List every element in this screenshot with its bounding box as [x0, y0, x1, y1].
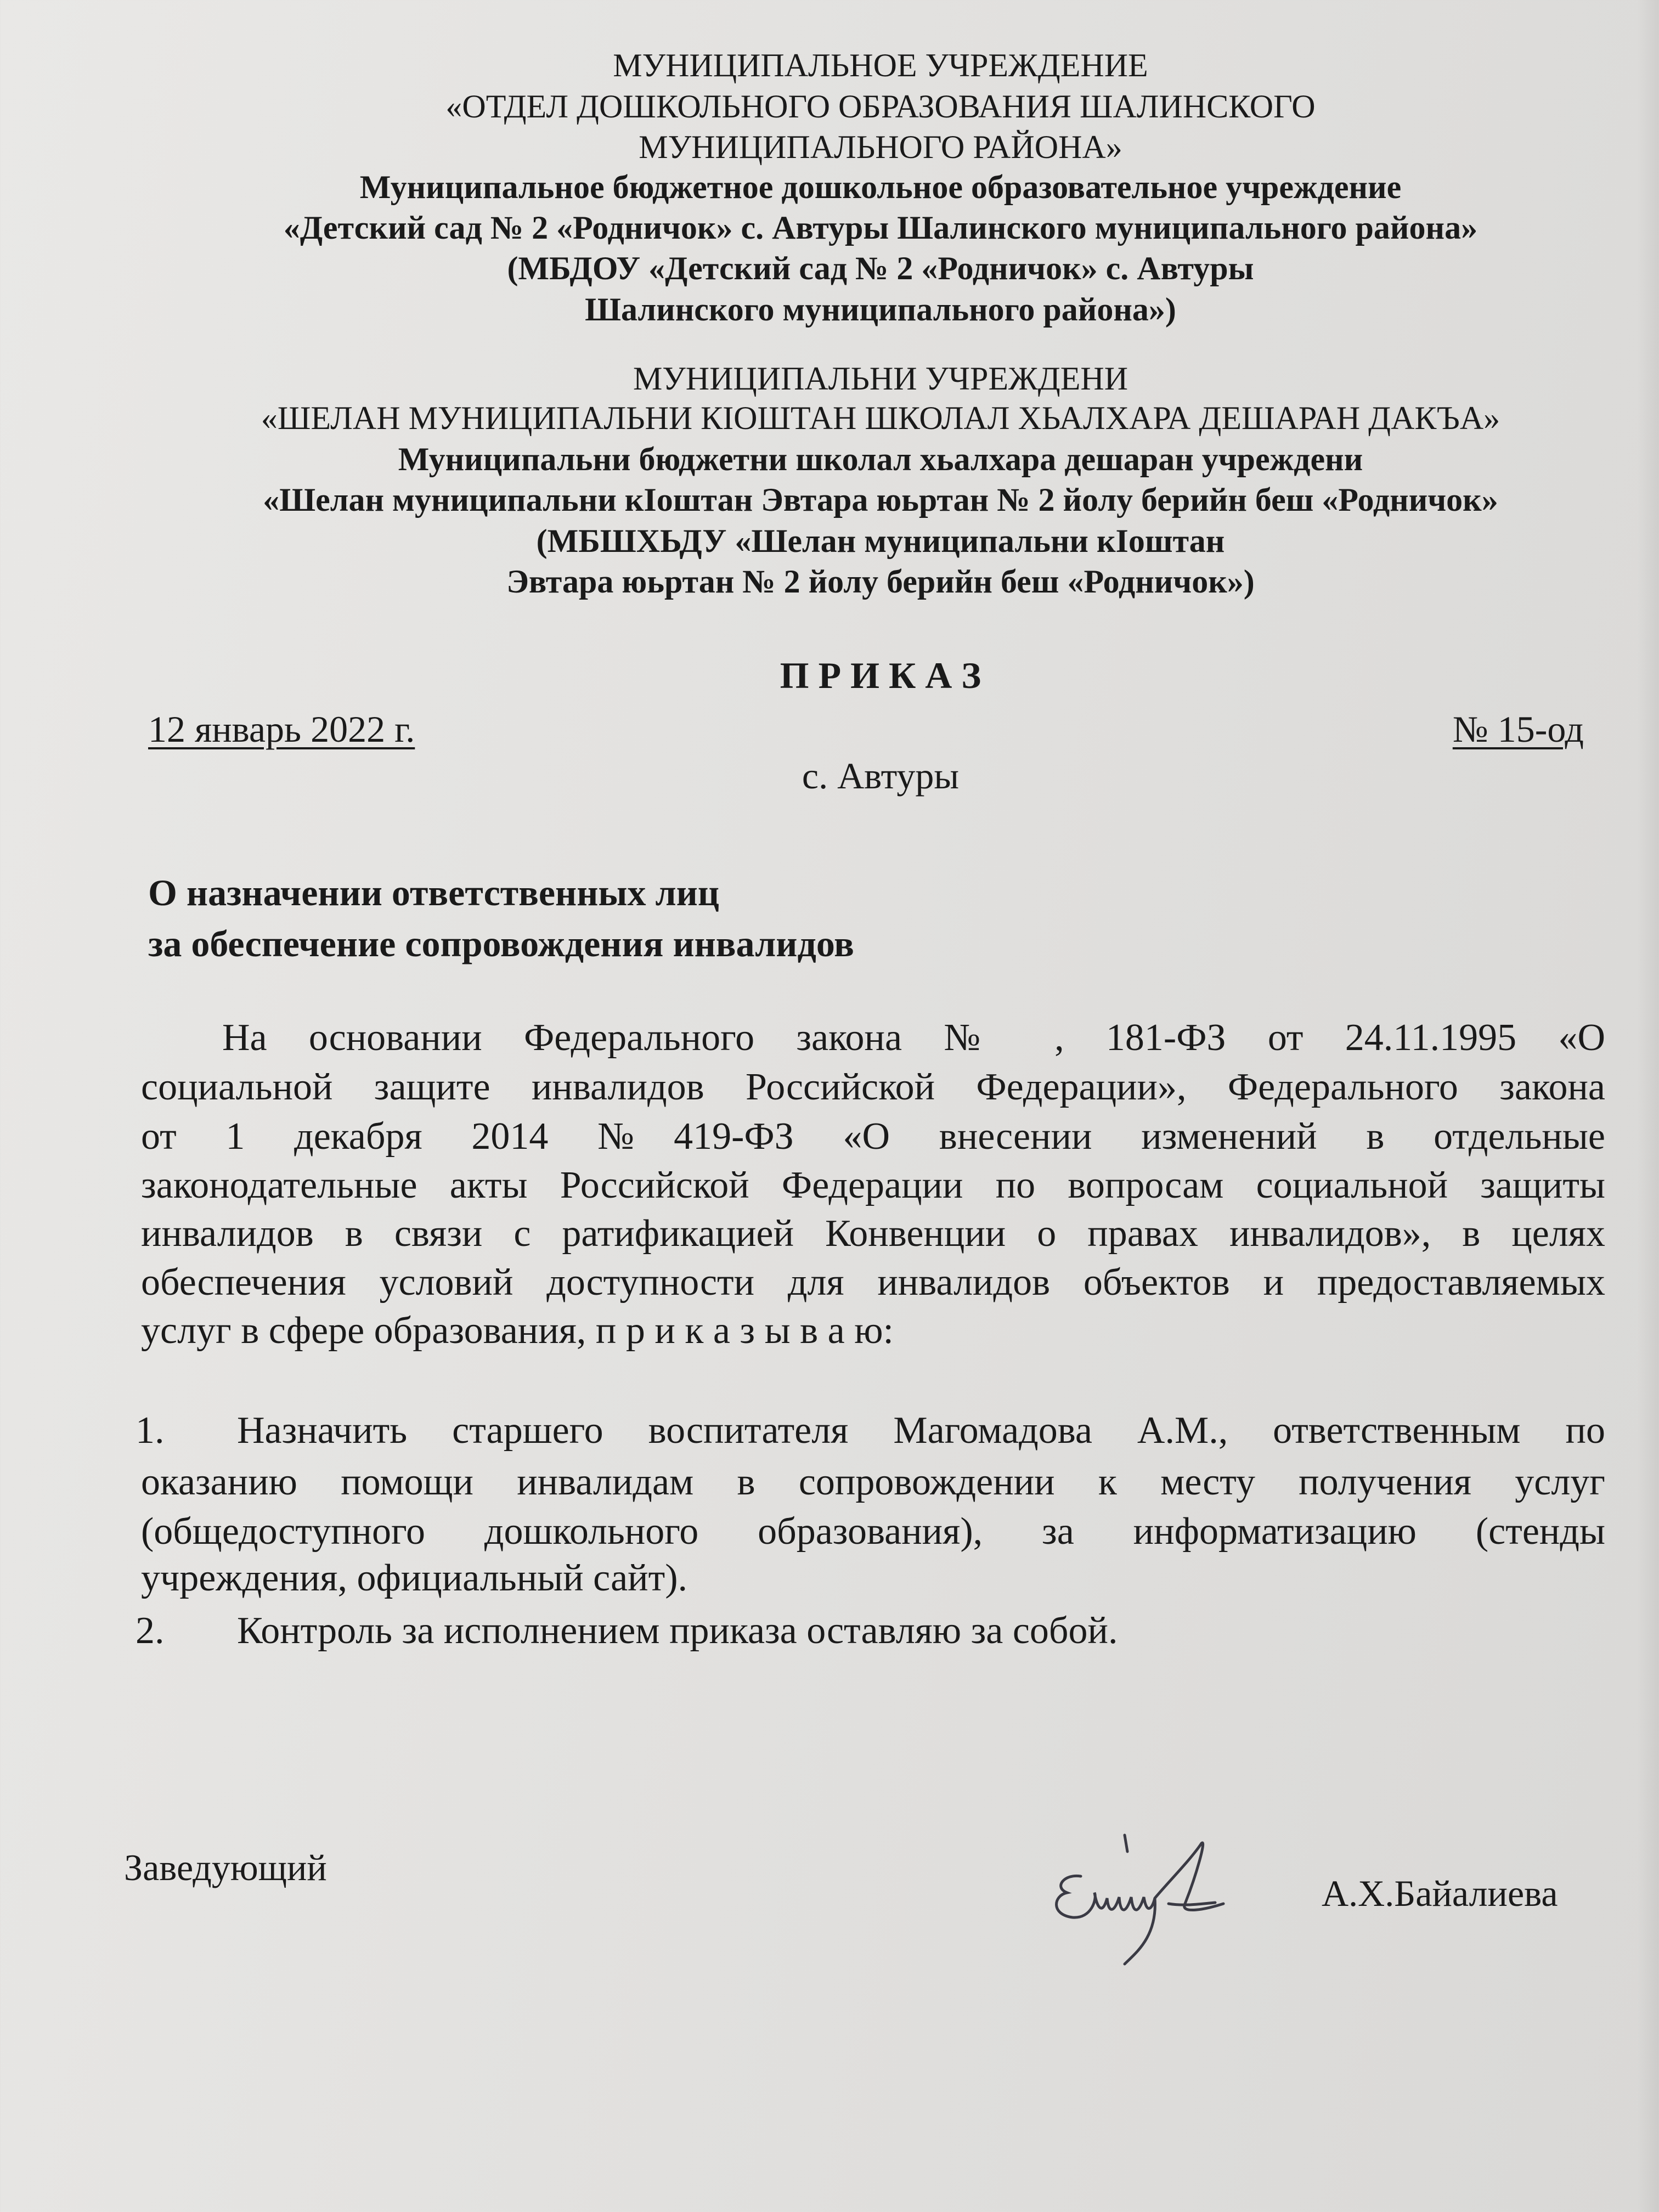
header-ru-line: МУНИЦИПАЛЬНОГО РАЙОНА»	[639, 129, 1122, 165]
item-line: (общедоступного дошкольного образования), за информатизацию (стенды	[141, 1510, 1605, 1553]
item-line: оказанию помощи инвалидам в сопровождении к месту получения услуг	[141, 1461, 1605, 1503]
handwritten-signature	[1042, 1827, 1273, 1970]
preamble-line: инвалидов в связи с ратификацией Конвенции о правах инвалидов», в целях	[141, 1212, 1605, 1255]
order-place: с. Автуры	[802, 755, 960, 797]
item-line: Контроль за исполнением приказа оставляю за собой.	[237, 1610, 1118, 1652]
header-ce-bold-line: (МБШХЬДУ «Шелан муниципальни кIоштан	[536, 523, 1225, 559]
header-ru-bold-line: Шалинского муниципального района»)	[585, 291, 1176, 328]
signature-position: Заведующий	[124, 1847, 327, 1888]
header-ru-bold-line: (МБДОУ «Детский сад № 2 «Родничок» с. Автуры	[507, 250, 1254, 286]
preamble-line: от 1 декабря 2014 №419-ФЗ «О внесении изменений в отдельные	[141, 1115, 1605, 1158]
header-ce-bold-line: «Шелан муниципальни кIоштан Эвтара юьртан № 2 йолу берийн беш «Родничок»	[263, 482, 1498, 518]
order-number: № 15-од	[1452, 708, 1584, 750]
preamble-line: социальной защите инвалидов Российской Федерации», Федерального закона	[141, 1066, 1605, 1108]
header-ce-bold-line: Муниципальни бюджетни школал хьалхара дешаран учреждени	[398, 441, 1363, 477]
item-number: 2.	[136, 1610, 165, 1652]
paper-edge-shadow	[1637, 0, 1659, 2212]
header-ru-line: МУНИЦИПАЛЬНОЕ УЧРЕЖДЕНИЕ	[613, 47, 1148, 83]
header-ru-line: «ОТДЕЛ ДОШКОЛЬНОГО ОБРАЗОВАНИЯ ШАЛИНСКОГО	[445, 88, 1316, 125]
item-line: учреждения, официальный сайт).	[141, 1557, 688, 1599]
preamble-line: обеспечения условий доступности для инвалидов объектов и предоставляемых	[141, 1261, 1605, 1304]
preamble-line: услуг в сфере образования, п р и к а з ы в а ю:	[141, 1310, 894, 1352]
order-title: П Р И К А З	[780, 654, 981, 696]
header-ru-bold-line: Муниципальное бюджетное дошкольное образовательное учреждение	[359, 169, 1402, 205]
subject-line: О назначении ответственных лиц	[148, 872, 720, 913]
subject-line: за обеспечение сопровождения инвалидов	[148, 923, 854, 964]
header-ce-line: МУНИЦИПАЛЬНИ УЧРЕЖДЕНИ	[633, 360, 1128, 397]
signature-name: А.Х.Байалиева	[1322, 1872, 1558, 1914]
header-ce-line: «ШЕЛАН МУНИЦИПАЛЬНИ КIОШТАН ШКОЛАЛ ХЬАЛХАРА ДЕШАРАН ДАКЪА»	[261, 400, 1500, 436]
item-number: 1.	[136, 1409, 165, 1452]
preamble-line: На основании Федерального закона № , 181-ФЗ от 24.11.1995 «О	[222, 1017, 1605, 1059]
item-line: Назначить старшего воспитателя Магомадова А.М., ответственным по	[237, 1409, 1605, 1452]
header-ce-bold-line: Эвтара юьртан № 2 йолу берийн беш «Родничок»)	[506, 563, 1255, 600]
order-date: 12 январь 2022 г.	[148, 708, 415, 750]
preamble-line: законодательные акты Российской Федерации по вопросам социальной защиты	[141, 1164, 1605, 1206]
header-ru-bold-line: «Детский сад № 2 «Родничок» с. Автуры Шалинского муниципального района»	[283, 210, 1478, 246]
